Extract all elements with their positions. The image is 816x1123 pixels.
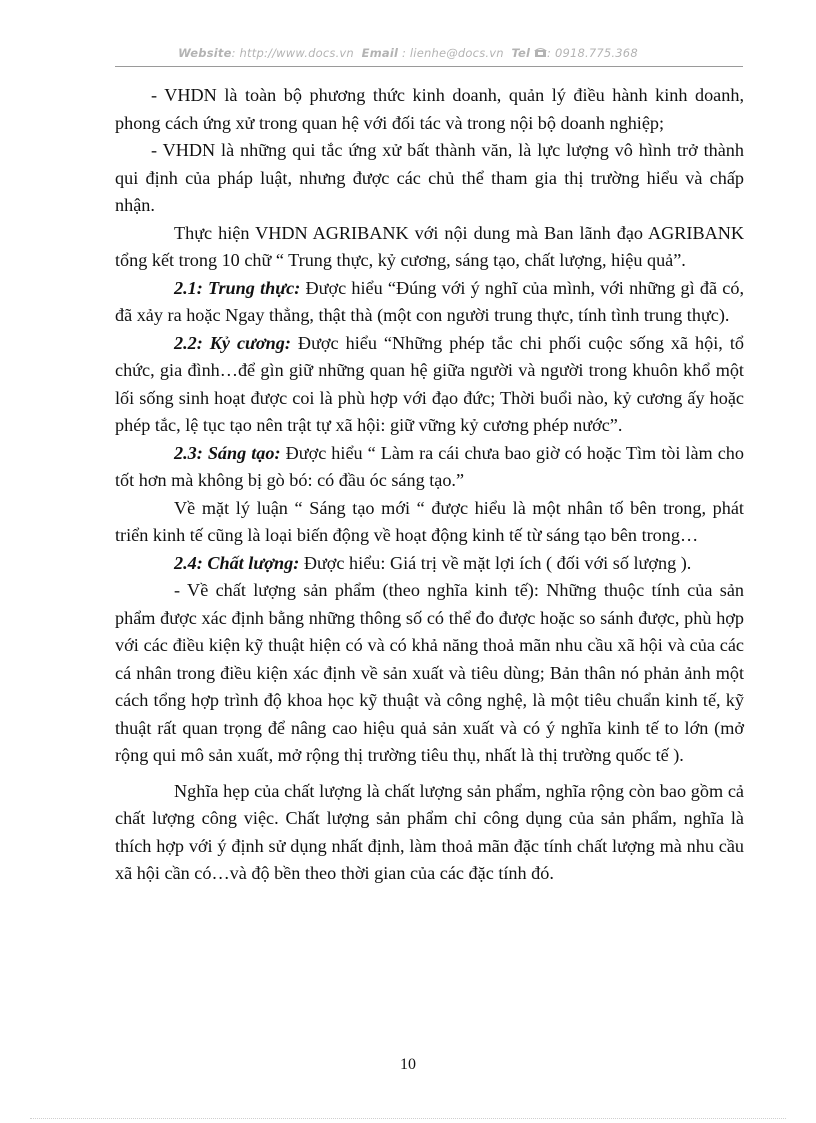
section-trung-thuc <box>115 275 744 330</box>
email-label: Email <box>361 46 399 60</box>
tel-label: Tel <box>511 46 531 60</box>
section-chat-luong <box>115 550 744 578</box>
paragraph: Thực hiện VHDN AGRIBANK với nội dung mà Ban lãnh đạo AGRIBANK tổng kết trong 10 chữ “ Trung thực, kỷ cương, sáng tạo, chất lượng, hiệu quả”. <box>115 222 744 270</box>
document-body <box>115 82 744 888</box>
paragraph: - Về chất lượng sản phẩm (theo nghĩa kinh tế): Những thuộc tính của sản phẩm được xác định bằng những thông số có thể đo được hoặc so sánh được, phù hợp với các điều kiện kỹ thuật hiện có và có khả năng thoả mãn nhu cầu xã hội và của các cá nhân trong điều kiện xác định về sản xuất và tiêu dùng; Bản thân nó phản ảnh một cách tổng hợp trình độ khoa học kỹ thuật và công nghệ, là một tiêu chuẩn kinh tế, kỹ thuật rất quan trọng để nâng cao hiệu quả sản xuất và có ý nghĩa kinh tế to lớn (mở rộng qui mô sản xuất, mở rộng thị trường tiêu thụ, nhất là thị trường quốc tế ). <box>115 580 744 765</box>
paragraph: Nghĩa hẹp của chất lượng là chất lượng sản phẩm, nghĩa rộng còn bao gồm cả chất lượng công việc. Chất lượng sản phẩm chỉ công dụng của sản phẩm, nghĩa là thích hợp với ý định sử dụng nhất định, làm thoả mãn đặc tính chất lượng mà nhu cầu xã hội cần có…và độ bền theo thời gian của các đặc tính đó. <box>115 780 744 883</box>
section-sang-tao <box>115 440 744 495</box>
section-text: Được hiểu “Những phép tắc chi phối cuộc sống xã hội, tổ chức, gia đình…để gìn giữ những quan hệ giữa người và người trong khuôn khổ một lối sống sinh hoạt được coi là phù hợp với đạo đức; Thời buổi nào, kỷ cương ấy hoặc phép tắc, lệ tục tạo nên trật tự xã hội: giữ vững kỷ cương phép nước”. <box>115 332 744 435</box>
section-title: 2.3: Sáng tạo: <box>174 442 281 463</box>
page-number: 10 <box>400 1056 416 1073</box>
email-value: : lienhe@docs.vn <box>401 46 504 60</box>
page-bottom-border <box>30 1118 786 1119</box>
phone-icon <box>534 47 547 58</box>
website-value: : http://www.docs.vn <box>231 46 354 60</box>
section-ky-cuong <box>115 330 744 440</box>
paragraph: - VHDN là những qui tắc ứng xử bất thành văn, là lực lượng vô hình trở thành qui định của pháp luật, nhưng được các chủ thể tham gia thị trường hiểu và chấp nhận. <box>115 140 744 215</box>
header-divider <box>115 66 743 67</box>
section-text: Được hiểu: Giá trị về mặt lợi ích ( đối với số lượng ). <box>299 552 692 573</box>
section-title: 2.1: Trung thực: <box>174 277 301 298</box>
page-header <box>0 46 816 60</box>
paragraph: - VHDN là toàn bộ phương thức kinh doanh, quản lý điều hành kinh doanh, phong cách ứng xử trong quan hệ với đối tác và trong nội bộ doanh nghiệp; <box>115 85 744 133</box>
paragraph: Về mặt lý luận “ Sáng tạo mới “ được hiểu là một nhân tố bên trong, phát triển kinh tế cũng là loại biến động về hoạt động kinh tế từ sáng tạo bên trong… <box>115 497 744 545</box>
section-text: Được hiểu “Đúng với ý nghĩ của mình, với những gì đã có, đã xảy ra hoặc Ngay thẳng, thật thà (một con người trung thực, tính tình trung thực). <box>115 277 744 325</box>
section-title: 2.2: Kỷ cương: <box>174 332 291 353</box>
section-title: 2.4: Chất lượng: <box>174 552 300 573</box>
website-label: Website <box>178 46 232 60</box>
section-text: Được hiểu “ Làm ra cái chưa bao giờ có hoặc Tìm tòi làm cho tốt hơn mà không bị gò bó: có đầu óc sáng tạo.” <box>115 442 744 490</box>
tel-value: : 0918.775.368 <box>547 46 638 60</box>
